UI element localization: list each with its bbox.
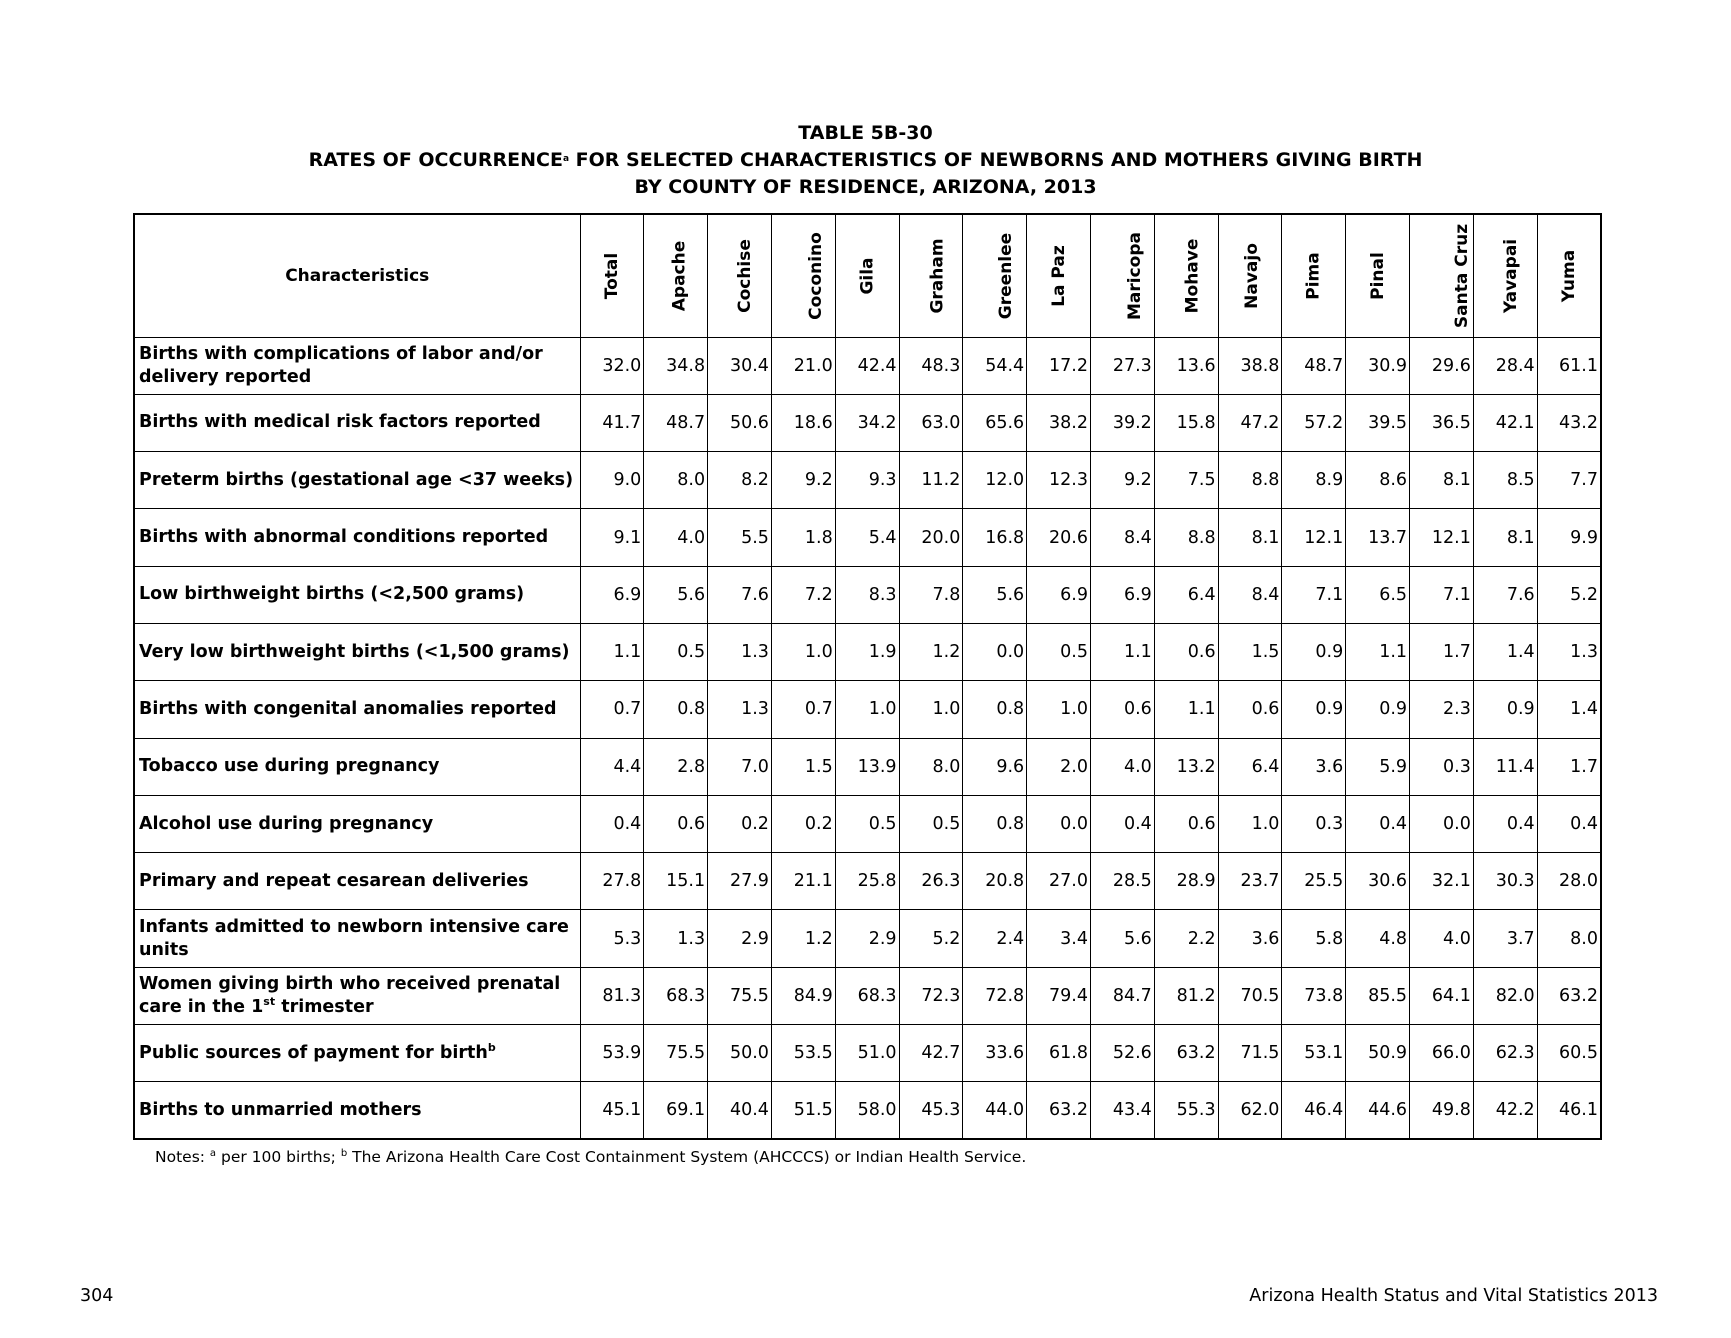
rate-cell: 5.6 (644, 566, 708, 623)
column-header: Pinal (1346, 214, 1410, 337)
rate-cell: 63.2 (1027, 1082, 1091, 1139)
rate-cell: 27.8 (580, 853, 644, 910)
rate-cell: 63.2 (1154, 1025, 1218, 1082)
rate-cell: 50.0 (708, 1025, 772, 1082)
column-header: Coconino (771, 214, 835, 337)
rate-cell: 0.4 (1346, 795, 1410, 852)
row-label: Alcohol use during pregnancy (134, 795, 580, 852)
rate-cell: 0.8 (963, 681, 1027, 738)
rate-cell: 0.6 (1154, 623, 1218, 680)
rate-cell: 9.6 (963, 738, 1027, 795)
rate-cell: 12.1 (1282, 509, 1346, 566)
rate-cell: 65.6 (963, 394, 1027, 451)
rate-cell: 20.0 (899, 509, 963, 566)
rate-cell: 48.7 (1282, 337, 1346, 394)
column-header: Santa Cruz (1410, 214, 1474, 337)
column-header: Apache (644, 214, 708, 337)
rate-cell: 7.6 (1473, 566, 1537, 623)
rate-cell: 7.1 (1410, 566, 1474, 623)
rate-cell: 4.0 (1091, 738, 1155, 795)
rate-cell: 0.3 (1282, 795, 1346, 852)
rate-cell: 8.8 (1154, 509, 1218, 566)
rate-cell: 2.3 (1410, 681, 1474, 738)
rate-cell: 63.0 (899, 394, 963, 451)
rate-cell: 1.4 (1473, 623, 1537, 680)
rate-cell: 0.5 (899, 795, 963, 852)
rate-cell: 60.5 (1537, 1025, 1601, 1082)
rate-cell: 11.2 (899, 452, 963, 509)
rate-cell: 6.9 (1091, 566, 1155, 623)
rate-cell: 70.5 (1218, 967, 1282, 1024)
rate-cell: 30.6 (1346, 853, 1410, 910)
rate-cell: 8.4 (1218, 566, 1282, 623)
row-label: Births with abnormal conditions reported (134, 509, 580, 566)
rate-cell: 1.1 (1154, 681, 1218, 738)
table-title-line: RATES OF OCCURRENCE$^a$ FOR SELECTED CHARACTERISTICS OF NEWBORNS AND MOTHERS GIVING BIRTH (308, 149, 1423, 171)
table-row (134, 853, 1601, 910)
rate-cell: 12.0 (963, 452, 1027, 509)
rate-cell: 42.2 (1473, 1082, 1537, 1139)
rate-cell: 28.4 (1473, 337, 1537, 394)
rate-cell: 0.8 (644, 681, 708, 738)
row-label: Tobacco use during pregnancy (134, 738, 580, 795)
rate-cell: 25.8 (835, 853, 899, 910)
rate-cell: 0.4 (1091, 795, 1155, 852)
rate-cell: 1.4 (1537, 681, 1601, 738)
rate-cell: 82.0 (1473, 967, 1537, 1024)
rate-cell: 8.1 (1410, 452, 1474, 509)
rate-cell: 40.4 (708, 1082, 772, 1139)
rate-cell: 62.0 (1218, 1082, 1282, 1139)
rate-cell: 1.8 (771, 509, 835, 566)
rate-cell: 42.1 (1473, 394, 1537, 451)
rate-cell: 13.2 (1154, 738, 1218, 795)
rates-table (133, 213, 1602, 1140)
column-header: Pima (1282, 214, 1346, 337)
rate-cell: 1.0 (1218, 795, 1282, 852)
rate-cell: 6.4 (1218, 738, 1282, 795)
rate-cell: 2.9 (708, 910, 772, 967)
rate-cell: 30.3 (1473, 853, 1537, 910)
table-notes: Notes: $^a$ per 100 births; $^b$ The Arizona Health Care Cost Containment System (AHCCCS) or Indian Health Service. (155, 1147, 1027, 1166)
row-label: Primary and repeat cesarean deliveries (134, 853, 580, 910)
rate-cell: 5.6 (963, 566, 1027, 623)
rate-cell: 34.8 (644, 337, 708, 394)
column-header: Yuma (1537, 214, 1601, 337)
rate-cell: 8.0 (644, 452, 708, 509)
rate-cell: 15.1 (644, 853, 708, 910)
rate-cell: 0.0 (1410, 795, 1474, 852)
table-row (134, 1082, 1601, 1139)
rate-cell: 28.9 (1154, 853, 1218, 910)
rate-cell: 9.2 (771, 452, 835, 509)
rate-cell: 32.1 (1410, 853, 1474, 910)
rate-cell: 5.9 (1346, 738, 1410, 795)
rate-cell: 1.1 (1091, 623, 1155, 680)
rate-cell: 7.1 (1282, 566, 1346, 623)
rate-cell: 45.3 (899, 1082, 963, 1139)
rate-cell: 68.3 (835, 967, 899, 1024)
rate-cell: 46.4 (1282, 1082, 1346, 1139)
header-row (134, 214, 1601, 337)
rate-cell: 54.4 (963, 337, 1027, 394)
rate-cell: 1.7 (1537, 738, 1601, 795)
rate-cell: 81.3 (580, 967, 644, 1024)
rate-cell: 12.1 (1410, 509, 1474, 566)
rate-cell: 39.2 (1091, 394, 1155, 451)
rate-cell: 7.8 (899, 566, 963, 623)
rate-cell: 1.3 (708, 623, 772, 680)
row-label: Very low birthweight births (<1,500 grams) (134, 623, 580, 680)
rate-cell: 0.9 (1282, 623, 1346, 680)
rate-cell: 17.2 (1027, 337, 1091, 394)
rate-cell: 8.8 (1218, 452, 1282, 509)
rate-cell: 8.4 (1091, 509, 1155, 566)
table-row (134, 738, 1601, 795)
column-header: Cochise (708, 214, 772, 337)
rate-cell: 1.0 (899, 681, 963, 738)
rate-cell: 62.3 (1473, 1025, 1537, 1082)
rate-cell: 5.4 (835, 509, 899, 566)
rate-cell: 48.7 (644, 394, 708, 451)
rate-cell: 0.5 (1027, 623, 1091, 680)
column-header: Navajo (1218, 214, 1282, 337)
rate-cell: 0.0 (1027, 795, 1091, 852)
table-row (134, 509, 1601, 566)
rate-cell: 1.1 (580, 623, 644, 680)
rate-cell: 3.6 (1282, 738, 1346, 795)
rate-cell: 13.6 (1154, 337, 1218, 394)
rate-cell: 48.3 (899, 337, 963, 394)
rate-cell: 0.2 (771, 795, 835, 852)
rate-cell: 2.2 (1154, 910, 1218, 967)
rate-cell: 75.5 (644, 1025, 708, 1082)
rate-cell: 0.8 (963, 795, 1027, 852)
rate-cell: 1.0 (1027, 681, 1091, 738)
table-row (134, 681, 1601, 738)
rate-cell: 72.3 (899, 967, 963, 1024)
rate-cell: 52.6 (1091, 1025, 1155, 1082)
table-row (134, 394, 1601, 451)
rate-cell: 79.4 (1027, 967, 1091, 1024)
rate-cell: 1.2 (899, 623, 963, 680)
rate-cell: 29.6 (1410, 337, 1474, 394)
rate-cell: 58.0 (835, 1082, 899, 1139)
rate-cell: 9.9 (1537, 509, 1601, 566)
page-number: 304 (80, 1286, 114, 1306)
row-label: Births with congenital anomalies reported (134, 681, 580, 738)
rate-cell: 8.5 (1473, 452, 1537, 509)
rate-cell: 6.9 (1027, 566, 1091, 623)
rate-cell: 0.4 (1537, 795, 1601, 852)
table-title-block (0, 120, 1731, 201)
rate-cell: 25.5 (1282, 853, 1346, 910)
rate-cell: 28.5 (1091, 853, 1155, 910)
rate-cell: 42.7 (899, 1025, 963, 1082)
rate-cell: 2.9 (835, 910, 899, 967)
rate-cell: 68.3 (644, 967, 708, 1024)
rate-cell: 84.9 (771, 967, 835, 1024)
table-row (134, 1025, 1601, 1082)
rate-cell: 27.0 (1027, 853, 1091, 910)
table-row (134, 967, 1601, 1024)
rate-cell: 5.2 (1537, 566, 1601, 623)
rate-cell: 13.7 (1346, 509, 1410, 566)
characteristics-header: Characteristics (134, 214, 580, 337)
table-subtitle-line: BY COUNTY OF RESIDENCE, ARIZONA, 2013 (634, 176, 1097, 198)
column-header: Yavapai (1473, 214, 1537, 337)
rate-cell: 81.2 (1154, 967, 1218, 1024)
rate-cell: 0.6 (1218, 681, 1282, 738)
table-row (134, 795, 1601, 852)
rate-cell: 41.7 (580, 394, 644, 451)
rate-cell: 23.7 (1218, 853, 1282, 910)
table-row (134, 623, 1601, 680)
rate-cell: 0.6 (1154, 795, 1218, 852)
rate-cell: 5.5 (708, 509, 772, 566)
rate-cell: 43.4 (1091, 1082, 1155, 1139)
rate-cell: 16.8 (963, 509, 1027, 566)
rate-cell: 43.2 (1537, 394, 1601, 451)
table-row (134, 910, 1601, 967)
rate-cell: 8.0 (1537, 910, 1601, 967)
column-header: Greenlee (963, 214, 1027, 337)
rate-cell: 9.2 (1091, 452, 1155, 509)
rate-cell: 7.0 (708, 738, 772, 795)
rate-cell: 5.2 (899, 910, 963, 967)
rate-cell: 0.7 (771, 681, 835, 738)
rate-cell: 0.0 (963, 623, 1027, 680)
rate-cell: 20.8 (963, 853, 1027, 910)
rate-cell: 8.9 (1282, 452, 1346, 509)
rate-cell: 64.1 (1410, 967, 1474, 1024)
rate-cell: 73.8 (1282, 967, 1346, 1024)
rate-cell: 61.1 (1537, 337, 1601, 394)
rate-cell: 7.6 (708, 566, 772, 623)
column-header: Total (580, 214, 644, 337)
row-label: Births with complications of labor and/or delivery reported (134, 337, 580, 394)
rate-cell: 8.1 (1218, 509, 1282, 566)
rate-cell: 27.3 (1091, 337, 1155, 394)
rate-cell: 0.5 (644, 623, 708, 680)
rate-cell: 2.0 (1027, 738, 1091, 795)
rate-cell: 7.7 (1537, 452, 1601, 509)
rate-cell: 0.6 (1091, 681, 1155, 738)
table-row (134, 566, 1601, 623)
row-label: Public sources of payment for birth$^b$ (134, 1025, 580, 1082)
rate-cell: 1.5 (1218, 623, 1282, 680)
rate-cell: 63.2 (1537, 967, 1601, 1024)
rate-cell: 4.4 (580, 738, 644, 795)
rate-cell: 38.8 (1218, 337, 1282, 394)
rate-cell: 21.0 (771, 337, 835, 394)
rate-cell: 4.8 (1346, 910, 1410, 967)
rate-cell: 21.1 (771, 853, 835, 910)
rate-cell: 3.4 (1027, 910, 1091, 967)
rate-cell: 55.3 (1154, 1082, 1218, 1139)
table-row (134, 452, 1601, 509)
column-header: Gila (835, 214, 899, 337)
rate-cell: 15.8 (1154, 394, 1218, 451)
rate-cell: 6.5 (1346, 566, 1410, 623)
column-header: Mohave (1154, 214, 1218, 337)
rate-cell: 30.9 (1346, 337, 1410, 394)
rate-cell: 34.2 (835, 394, 899, 451)
column-header: Graham (899, 214, 963, 337)
rate-cell: 0.5 (835, 795, 899, 852)
rate-cell: 9.3 (835, 452, 899, 509)
publication-title: Arizona Health Status and Vital Statistics 2013 (1249, 1286, 1658, 1306)
rate-cell: 71.5 (1218, 1025, 1282, 1082)
table-number: TABLE 5B-30 (798, 122, 933, 144)
rate-cell: 9.0 (580, 452, 644, 509)
rate-cell: 32.0 (580, 337, 644, 394)
rate-cell: 0.4 (1473, 795, 1537, 852)
rate-cell: 1.9 (835, 623, 899, 680)
rate-cell: 33.6 (963, 1025, 1027, 1082)
rate-cell: 5.3 (580, 910, 644, 967)
rate-cell: 27.9 (708, 853, 772, 910)
row-label: Births to unmarried mothers (134, 1082, 580, 1139)
rate-cell: 0.2 (708, 795, 772, 852)
rate-cell: 72.8 (963, 967, 1027, 1024)
row-label: Births with medical risk factors reported (134, 394, 580, 451)
rate-cell: 42.4 (835, 337, 899, 394)
rate-cell: 1.0 (771, 623, 835, 680)
rate-cell: 8.1 (1473, 509, 1537, 566)
rate-cell: 75.5 (708, 967, 772, 1024)
row-label: Women giving birth who received prenatal care in the 1st trimester (134, 967, 580, 1024)
rate-cell: 5.8 (1282, 910, 1346, 967)
rate-cell: 1.3 (1537, 623, 1601, 680)
rate-cell: 1.3 (708, 681, 772, 738)
rate-cell: 69.1 (644, 1082, 708, 1139)
rate-cell: 50.9 (1346, 1025, 1410, 1082)
rate-cell: 44.6 (1346, 1082, 1410, 1139)
rate-cell: 38.2 (1027, 394, 1091, 451)
rate-cell: 0.4 (580, 795, 644, 852)
rate-cell: 26.3 (899, 853, 963, 910)
rate-cell: 85.5 (1346, 967, 1410, 1024)
rate-cell: 6.9 (580, 566, 644, 623)
rate-cell: 7.2 (771, 566, 835, 623)
rate-cell: 44.0 (963, 1082, 1027, 1139)
row-label: Preterm births (gestational age <37 weeks) (134, 452, 580, 509)
rate-cell: 0.7 (580, 681, 644, 738)
rate-cell: 61.8 (1027, 1025, 1091, 1082)
rate-cell: 84.7 (1091, 967, 1155, 1024)
rate-cell: 4.0 (1410, 910, 1474, 967)
rate-cell: 8.3 (835, 566, 899, 623)
rate-cell: 50.6 (708, 394, 772, 451)
rate-cell: 51.5 (771, 1082, 835, 1139)
rate-cell: 6.4 (1154, 566, 1218, 623)
rate-cell: 30.4 (708, 337, 772, 394)
rate-cell: 46.1 (1537, 1082, 1601, 1139)
column-header: Maricopa (1091, 214, 1155, 337)
rate-cell: 1.3 (644, 910, 708, 967)
rate-cell: 1.7 (1410, 623, 1474, 680)
rate-cell: 2.8 (644, 738, 708, 795)
rate-cell: 0.6 (644, 795, 708, 852)
row-label: Low birthweight births (<2,500 grams) (134, 566, 580, 623)
rate-cell: 18.6 (771, 394, 835, 451)
rate-cell: 8.0 (899, 738, 963, 795)
rate-cell: 5.6 (1091, 910, 1155, 967)
rate-cell: 1.5 (771, 738, 835, 795)
rate-cell: 0.3 (1410, 738, 1474, 795)
rate-cell: 8.2 (708, 452, 772, 509)
rate-cell: 36.5 (1410, 394, 1474, 451)
rate-cell: 1.2 (771, 910, 835, 967)
rate-cell: 28.0 (1537, 853, 1601, 910)
rate-cell: 12.3 (1027, 452, 1091, 509)
rate-cell: 9.1 (580, 509, 644, 566)
rate-cell: 53.5 (771, 1025, 835, 1082)
rate-cell: 2.4 (963, 910, 1027, 967)
rate-cell: 11.4 (1473, 738, 1537, 795)
rate-cell: 66.0 (1410, 1025, 1474, 1082)
rate-cell: 4.0 (644, 509, 708, 566)
rate-cell: 51.0 (835, 1025, 899, 1082)
rate-cell: 49.8 (1410, 1082, 1474, 1139)
rate-cell: 39.5 (1346, 394, 1410, 451)
rate-cell: 7.5 (1154, 452, 1218, 509)
table-row (134, 337, 1601, 394)
rate-cell: 3.6 (1218, 910, 1282, 967)
rate-cell: 20.6 (1027, 509, 1091, 566)
rate-cell: 1.1 (1346, 623, 1410, 680)
column-header: La Paz (1027, 214, 1091, 337)
rate-cell: 45.1 (580, 1082, 644, 1139)
rate-cell: 0.9 (1282, 681, 1346, 738)
row-label: Infants admitted to newborn intensive care units (134, 910, 580, 967)
rate-cell: 47.2 (1218, 394, 1282, 451)
rate-cell: 53.1 (1282, 1025, 1346, 1082)
rate-cell: 1.0 (835, 681, 899, 738)
rate-cell: 0.9 (1473, 681, 1537, 738)
rate-cell: 8.6 (1346, 452, 1410, 509)
rate-cell: 13.9 (835, 738, 899, 795)
rate-cell: 57.2 (1282, 394, 1346, 451)
rate-cell: 0.9 (1346, 681, 1410, 738)
rate-cell: 3.7 (1473, 910, 1537, 967)
rate-cell: 53.9 (580, 1025, 644, 1082)
